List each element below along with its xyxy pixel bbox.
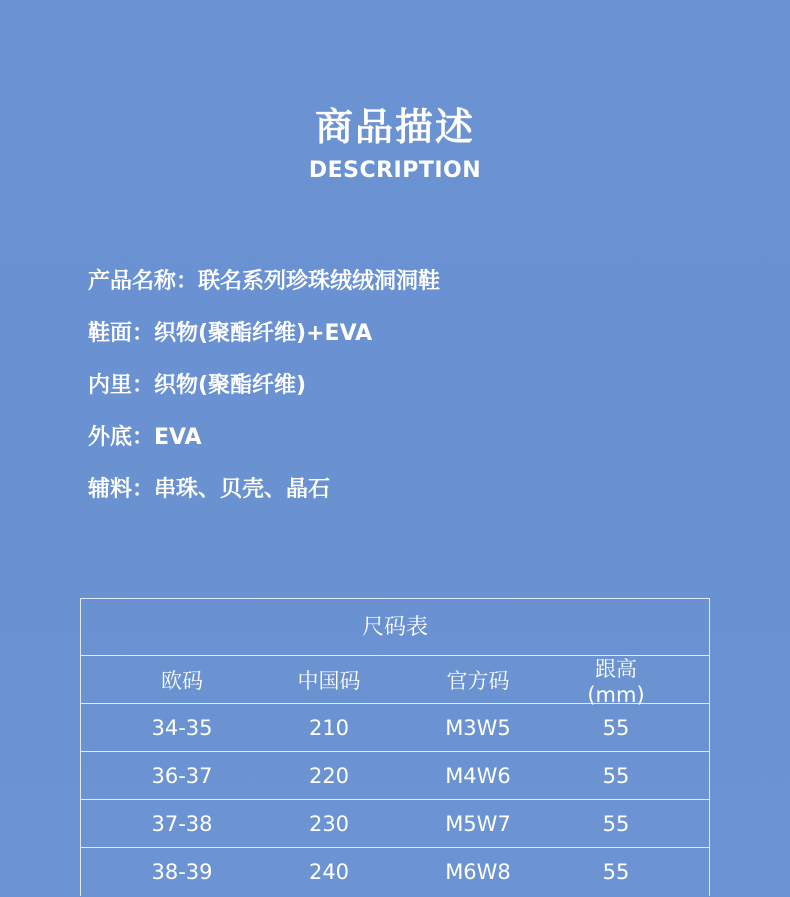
cell-official-size: M3W5: [445, 715, 511, 740]
spec-lining: 内里：织物(聚酯纤维): [88, 373, 307, 398]
cell-cn-size: 240: [308, 860, 350, 884]
section-subtitle: DESCRIPTION: [308, 158, 482, 183]
cell-official-size: M6W8: [445, 860, 511, 884]
cell-heel-height: 55: [602, 811, 630, 836]
table-row: [81, 704, 709, 752]
cell-heel-height: 55: [602, 860, 630, 884]
cell-eu-size: 37-38: [151, 811, 213, 836]
cell-eu-size: 34-35: [151, 715, 213, 740]
column-header-official-size: 官方码: [446, 668, 510, 693]
table-row: [81, 848, 709, 896]
spec-product-name: 产品名称：联名系列珍珠绒绒洞洞鞋: [88, 269, 441, 294]
cell-eu-size: 38-39: [151, 860, 213, 884]
cell-heel-height: 55: [602, 763, 630, 788]
cell-official-size: M4W6: [445, 763, 511, 788]
column-header-cn-size: 中国码: [297, 668, 361, 693]
cell-cn-size: 220: [308, 763, 350, 788]
spec-outsole: 外底：EVA: [88, 425, 202, 450]
section-title: 商品描述: [314, 105, 475, 149]
table-header-row: [81, 656, 709, 707]
spec-accessories: 辅料：串珠、贝壳、晶石: [88, 477, 331, 502]
cell-cn-size: 230: [308, 811, 350, 836]
table-row: [81, 752, 709, 800]
cell-heel-height: 55: [602, 715, 630, 740]
product-specs: [88, 266, 440, 526]
spec-upper: 鞋面：织物(聚酯纤维)+EVA: [88, 321, 373, 346]
table-row: [81, 800, 709, 848]
size-chart-table: [80, 598, 710, 896]
column-header-eu-size: 欧码: [161, 668, 203, 693]
cell-official-size: M5W7: [445, 811, 511, 836]
cell-eu-size: 36-37: [151, 763, 213, 788]
size-chart-title: 尺码表: [81, 599, 709, 656]
column-header-heel-height: 跟高(mm): [587, 656, 645, 707]
cell-cn-size: 210: [308, 715, 350, 740]
